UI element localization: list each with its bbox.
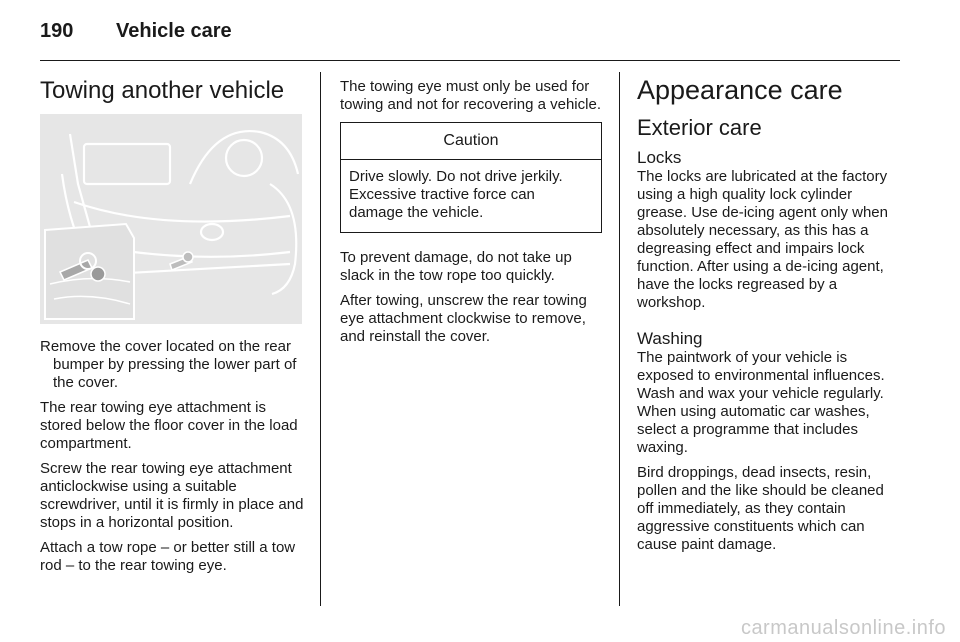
heading-locks: Locks	[637, 148, 682, 167]
subsection-title-exterior: Exterior care	[637, 115, 762, 140]
watermark-text: carmanualsonline.info	[740, 617, 946, 639]
page-header	[40, 18, 900, 58]
caution-title: Caution	[341, 123, 601, 160]
towing-eye-usage-note: The towing eye must only be used for towing and not for recovering a vehicle.	[340, 78, 601, 113]
washing-paragraph-2: Bird droppings, dead insects, resin, pollen and the like should be cleaned off immediately, as they contain aggressive constituents which can cause paint damage.	[637, 464, 884, 553]
washing-paragraph-1: The paintwork of your vehicle is exposed to environmental influences. Wash and wax your vehicle regularly. When using automatic car washes, select a programme that includes waxing.	[637, 349, 885, 456]
towing-eye-drawing	[40, 114, 302, 324]
header-rule	[40, 60, 900, 61]
locks-text: The locks are lubricated at the factory using a high quality lock cylinder grease. Use de-icing agent only when absolutely necessary, as this has a degreasing effect and impairs lock function. After using a de-icing agent, have the locks regreased by a workshop.	[637, 168, 888, 311]
caution-box	[340, 122, 602, 233]
towing-paragraph-1: Remove the cover located on the rear bumper by pressing the lower part of the cover.	[40, 338, 297, 391]
towing-eye-illustration	[40, 114, 302, 324]
towing-after-paragraph-1: To prevent damage, do not take up slack in the tow rope too quickly.	[340, 249, 572, 284]
towing-paragraph-4: Attach a tow rope – or better still a tow rod – to the rear towing eye.	[40, 539, 296, 574]
column-divider-1	[320, 72, 321, 606]
caution-text: Drive slowly. Do not drive jerkily. Excessive tractive force can damage the vehicle.	[349, 168, 563, 221]
column-divider-2	[619, 72, 620, 606]
towing-paragraph-2: The rear towing eye attachment is stored below the floor cover in the load compartment.	[40, 399, 298, 452]
section-title-appearance: Appearance care	[637, 75, 843, 105]
middle-column	[340, 78, 602, 353]
right-column	[637, 72, 903, 561]
section-title-towing: Towing another vehicle	[40, 77, 285, 104]
left-column	[40, 72, 304, 582]
towing-paragraph-3: Screw the rear towing eye attachment anticlockwise using a suitable screwdriver, until it is firmly in place and stops in a horizontal position.	[40, 460, 304, 531]
page-number: 190	[40, 20, 74, 42]
chapter-title: Vehicle care	[116, 20, 232, 42]
towing-after-paragraph-2: After towing, unscrew the rear towing eye attachment clockwise to remove, and reinstall the cover.	[340, 292, 587, 345]
heading-washing: Washing	[637, 329, 703, 348]
